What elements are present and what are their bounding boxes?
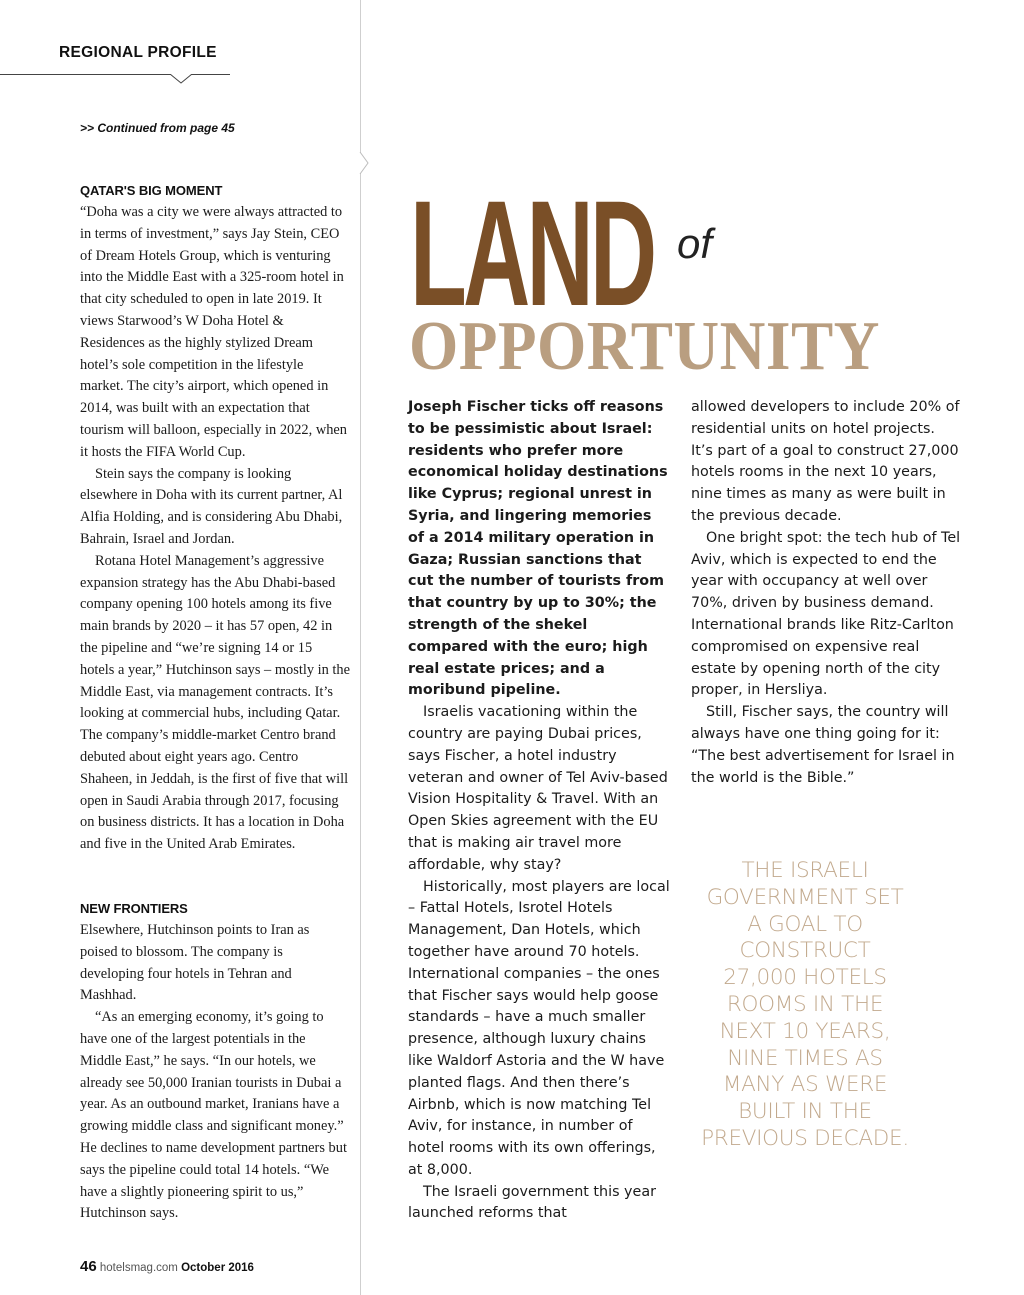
- paragraph: allowed developers to include 20% of residential units on hotel projects. It’s part of a goal to construct 27,000 hotels rooms in the next 10 years, nine times as many as were built in the previous decade.: [691, 399, 960, 524]
- footer-issue: October 2016: [181, 1262, 254, 1274]
- middle-column: [408, 397, 670, 1225]
- paragraph: “Doha was a city we were always attracted to in terms of investment,” says Jay Stein, CEO of Dream Hotels Group, which is venturing into the Middle East with a 325-room hotel in that city scheduled to open in late 2019. It views Starwood’s W Doha Hotel & Residences as the highly stylized Dream hotel’s sole competition in the lifestyle market. The city’s airport, which opened in 2014, was built with an expectation that tourism will balloon, especially in 2022, when it hosts the FIFA World Cup.: [80, 204, 347, 460]
- subhead-qatar: QATAR'S BIG MOMENT: [80, 183, 223, 198]
- left-column-lower: [80, 900, 350, 1225]
- page-footer: [80, 1258, 254, 1275]
- paragraph: Still, Fischer says, the country will always have one thing going for it: “The best advertisement for Israel in the world is the Bible.”: [691, 704, 955, 786]
- divider-notch-icon: [358, 152, 370, 174]
- section-label: REGIONAL PROFILE: [59, 44, 217, 61]
- left-column: [80, 182, 350, 856]
- continued-from-note: >> Continued from page 45: [80, 121, 235, 135]
- footer-site: hotelsmag.com: [99, 1262, 178, 1274]
- lead-paragraph: Joseph Fischer ticks off reasons to be pessimistic about Israel: residents who prefer more economical holiday destinations like Cyprus; regional unrest in Syria, and lingering memories of a 2014 military operation in Gaza; Russian sanctions that cut the number of tourists from that country by up to 30%; the strength of the shekel compared with the euro; high real estate prices; and a moribund pipeline.: [408, 399, 668, 699]
- paragraph: One bright spot: the tech hub of Tel Aviv, which is expected to end the year with occupancy at well over 70%, driven by business demand. International brands like Ritz-Carlton compromised on expensive real estate by opening north of the city proper, in Hersliya.: [691, 529, 961, 699]
- title-opportunity: OPPORTUNITY: [409, 308, 880, 385]
- title-of: of: [677, 220, 713, 267]
- title-land: LAND: [410, 169, 654, 337]
- paragraph: Rotana Hotel Management’s aggressive expansion strategy has the Abu Dhabi-based company opening 100 hotels among its five main brands by 2020 – it has 57 open, 42 in the pipeline and “we’re signing 14 or 15 hotels a year,” Hutchinson says – mostly in the Middle East, via management contracts. It’s looking at commercial hubs, including Qatar. The company’s middle-market Centro brand debuted about eight years ago. Centro Shaheen, in Jeddah, is the first of five that will open in Saudi Arabia through 2017, focusing on business districts. It has a location in Doha and five in the United Arab Emirates.: [80, 552, 350, 853]
- section-rule: [0, 74, 230, 75]
- rule-notch-icon: [170, 74, 192, 84]
- column-divider-line: [360, 0, 361, 1295]
- paragraph: “As an emerging economy, it’s going to have one of the largest potentials in the Middle East,” he says. “In our hotels, we already see 50,000 Iranian tourists in Dubai a year. As an outbound market, Iranians have a growing middle class and significant money.” He declines to name development partners but says the pipeline could total 14 hotels. “We have a slightly pioneering spirit to us,” Hutchinson says.: [80, 1009, 347, 1222]
- paragraph: Historically, most players are local – Fattal Hotels, Isrotel Hotels Management, Dan Hotels, which together have around 70 hotels. International companies – the ones that Fischer says would help goose standards – have a much smaller presence, although luxury chains like Waldorf Astoria and the W have planted flags. And then there’s Airbnb, which is now matching Tel Aviv, for instance, in number of hotel rooms with its own offerings, at 8,000.: [408, 878, 670, 1178]
- paragraph: Israelis vacationing within the country are paying Dubai prices, says Fischer, a hotel industry veteran and owner of Tel Aviv-based Vision Hospitality & Travel. With an Open Skies agreement with the EU that is making air travel more affordable, why stay?: [408, 704, 668, 873]
- page-number: 46: [80, 1258, 97, 1275]
- pull-quote: THE ISRAELI GOVERNMENT SET A GOAL TO CONSTRUCT 27,000 HOTELS ROOMS IN THE NEXT 10 YEARS, NINE TIMES AS MANY AS WERE BUILT IN THE PREVIOUS DECADE.: [701, 858, 909, 1151]
- subhead-new-frontiers: NEW FRONTIERS: [80, 901, 188, 916]
- right-column: [691, 397, 961, 789]
- paragraph: Stein says the company is looking elsewhere in Doha with its current partner, Al Alfia Holding, and is considering Abu Dhabi, Bahrain, Israel and Jordan.: [80, 465, 343, 547]
- paragraph: The Israeli government this year launched reforms that: [408, 1183, 656, 1222]
- paragraph: Elsewhere, Hutchinson points to Iran as poised to blossom. The company is developing four hotels in Tehran and Mashhad.: [80, 922, 310, 1004]
